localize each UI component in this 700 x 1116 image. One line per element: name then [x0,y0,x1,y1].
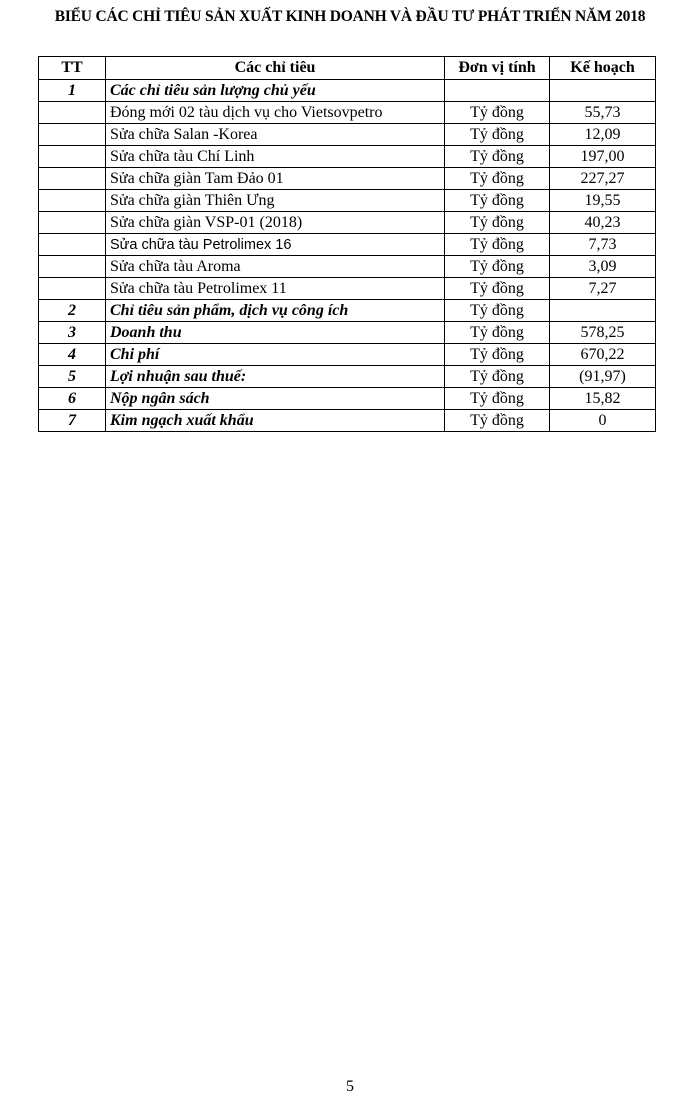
cell-plan [550,80,656,102]
cell-tt [39,168,106,190]
cell-name: Doanh thu [106,322,445,344]
table-row [39,234,656,256]
cell-unit: Tỷ đồng [445,190,550,212]
cell-unit [445,80,550,102]
cell-name: Đóng mới 02 tàu dịch vụ cho Vietsovpetro [106,102,445,124]
cell-tt [39,124,106,146]
cell-unit: Tỷ đồng [445,234,550,256]
cell-unit: Tỷ đồng [445,146,550,168]
cell-tt: 1 [39,80,106,102]
cell-name: Sửa chữa Salan -Korea [106,124,445,146]
table-row-section [39,388,656,410]
table-row-section [39,300,656,322]
cell-tt [39,256,106,278]
cell-plan: 3,09 [550,256,656,278]
cell-unit: Tỷ đồng [445,256,550,278]
cell-unit: Tỷ đồng [445,300,550,322]
cell-name: Kim ngạch xuất khẩu [106,410,445,432]
cell-plan: 7,27 [550,278,656,300]
cell-tt: 7 [39,410,106,432]
table-row-section [39,344,656,366]
cell-unit: Tỷ đồng [445,212,550,234]
cell-plan: 227,27 [550,168,656,190]
cell-name: Sửa chữa giàn Thiên Ưng [106,190,445,212]
cell-plan: 578,25 [550,322,656,344]
table-row-section [39,80,656,102]
table-row-section [39,366,656,388]
cell-name: Sửa chữa tàu Petrolimex 16 [106,234,445,256]
cell-unit: Tỷ đồng [445,322,550,344]
table-row [39,102,656,124]
cell-name: Sửa chữa giàn VSP-01 (2018) [106,212,445,234]
cell-plan: 40,23 [550,212,656,234]
cell-name: Sửa chữa tàu Petrolimex 11 [106,278,445,300]
cell-plan: 7,73 [550,234,656,256]
cell-tt: 2 [39,300,106,322]
cell-tt: 5 [39,366,106,388]
cell-unit: Tỷ đồng [445,388,550,410]
cell-tt [39,146,106,168]
cell-tt [39,212,106,234]
cell-name: Chỉ tiêu sản phẩm, dịch vụ công ích [106,300,445,322]
table-row-section [39,410,656,432]
cell-unit: Tỷ đồng [445,366,550,388]
table-row [39,146,656,168]
cell-tt [39,234,106,256]
cell-plan: 197,00 [550,146,656,168]
header-unit: Đơn vị tính [445,57,550,80]
table-row-section [39,322,656,344]
cell-unit: Tỷ đồng [445,278,550,300]
cell-plan: 0 [550,410,656,432]
cell-tt [39,278,106,300]
cell-name: Sửa chữa giàn Tam Đảo 01 [106,168,445,190]
cell-plan: (91,97) [550,366,656,388]
cell-unit: Tỷ đồng [445,344,550,366]
cell-plan: 670,22 [550,344,656,366]
page-title: BIỂU CÁC CHỈ TIÊU SẢN XUẤT KINH DOANH VÀ ĐẦU TƯ PHÁT TRIỂN NĂM 2018 [54,8,646,25]
table-row [39,278,656,300]
cell-name: Lợi nhuận sau thuế: [106,366,445,388]
table-row [39,190,656,212]
cell-name: Chi phí [106,344,445,366]
table-row [39,256,656,278]
table-row [39,212,656,234]
cell-unit: Tỷ đồng [445,168,550,190]
cell-name: Nộp ngân sách [106,388,445,410]
cell-tt [39,102,106,124]
cell-plan: 12,09 [550,124,656,146]
table-row [39,168,656,190]
table-header-row [39,57,656,80]
header-tt: TT [39,57,106,80]
header-plan: Kế hoạch [550,57,656,80]
cell-unit: Tỷ đồng [445,102,550,124]
cell-plan [550,300,656,322]
cell-name: Sửa chữa tàu Chí Linh [106,146,445,168]
cell-name: Các chỉ tiêu sản lượng chủ yếu [106,80,445,102]
table-row [39,124,656,146]
cell-plan: 19,55 [550,190,656,212]
cell-name: Sửa chữa tàu Aroma [106,256,445,278]
table-body [39,80,656,432]
cell-plan: 15,82 [550,388,656,410]
cell-unit: Tỷ đồng [445,410,550,432]
cell-tt [39,190,106,212]
page-number: 5 [346,1078,354,1095]
plan-table [38,56,656,432]
cell-tt: 6 [39,388,106,410]
cell-plan: 55,73 [550,102,656,124]
cell-unit: Tỷ đồng [445,124,550,146]
cell-tt: 4 [39,344,106,366]
header-name: Các chỉ tiêu [106,57,445,80]
cell-tt: 3 [39,322,106,344]
